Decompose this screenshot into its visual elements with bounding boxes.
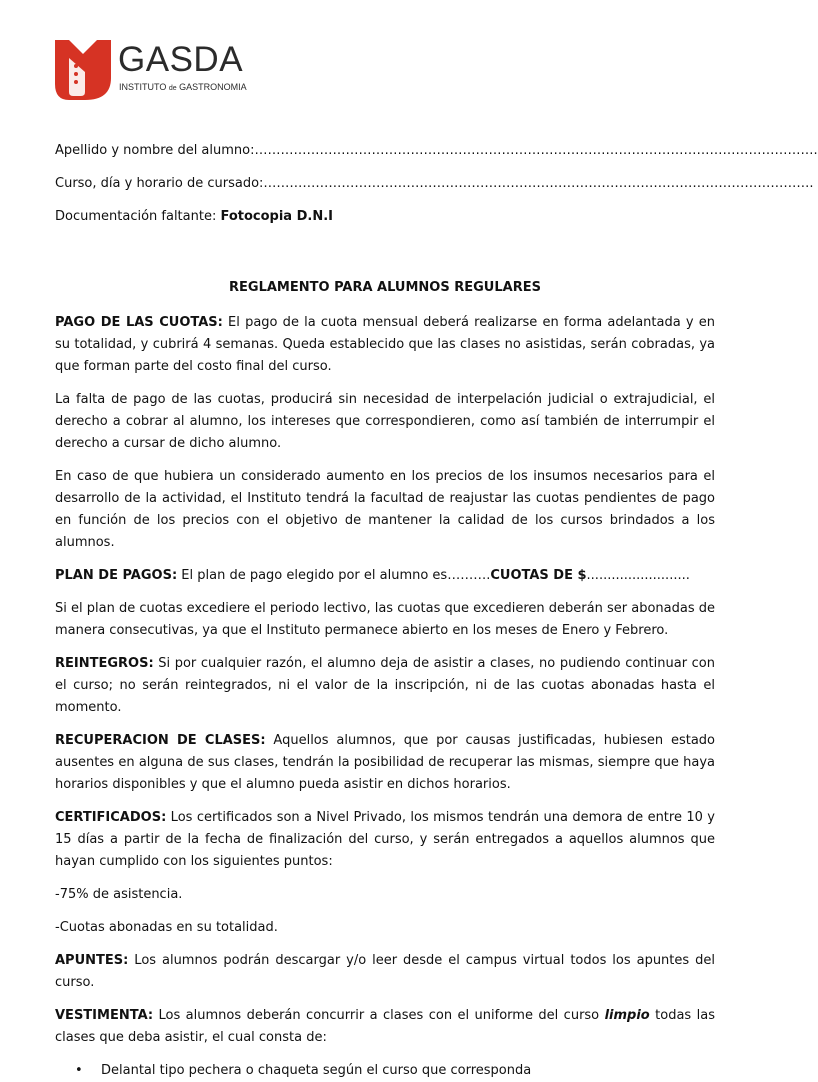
section-class-recovery: RECUPERACION DE CLASES: Aquellos alumnos, que por causas justificadas, hubiesen estado ausentes en alguna de sus clases, tendrán la posibilidad de recuperar las mismas, siempre que haya horarios disponibles y que el alumno pueda asistir en dichos horarios. bbox=[55, 733, 715, 792]
section-clothing: VESTIMENTA: Los alumnos deberán concurrir a clases con el uniforme del curso limpio todas las clases que deba asistir, el cual consta de: bbox=[55, 1008, 715, 1045]
certificate-point-attendance: -75% de asistencia. bbox=[55, 887, 183, 902]
student-name-field: Apellido y nombre del alumno:…………………………………………………………………………………………………………………. bbox=[55, 143, 818, 158]
section-certificates: CERTIFICADOS: Los certificados son a Nivel Privado, los mismos tendrán una demora de entre 10 y 15 días a partir de la fecha de finalización del curso, y serán entregados a aquellos alumnos que hayan cumplido con los siguientes puntos: bbox=[55, 810, 715, 869]
brand-tagline: INSTITUTO de GASTRONOMIA bbox=[119, 82, 247, 92]
clothing-item: • Delantal tipo pechera o chaqueta según el curso que corresponda bbox=[55, 1060, 715, 1082]
document-body bbox=[55, 140, 818, 1082]
section-refunds: REINTEGROS: Si por cualquier razón, el alumno deja de asistir a clases, no pudiendo continuar con el curso; no serán reintegrados, ni el valor de la inscripción, ni de las cuotas abonadas hasta el momento. bbox=[55, 656, 715, 715]
brand-name: GASDA bbox=[118, 40, 244, 79]
regulation-title: REGLAMENTO PARA ALUMNOS REGULARES bbox=[229, 280, 541, 295]
missing-docs-field: Documentación faltante: Fotocopia D.N.I bbox=[55, 209, 333, 224]
course-schedule-field: Curso, día y horario de cursado:………………………………………………………………………………………………………………. bbox=[55, 176, 814, 191]
missing-docs-value: Fotocopia D.N.I bbox=[220, 209, 333, 224]
section-exceeding-plan: Si el plan de cuotas excediere el periodo lectivo, las cuotas que excedieren deberán ser abonadas de manera consecutivas, ya que el Instituto permanece abierto en los meses de Enero y Febrero. bbox=[55, 601, 715, 638]
section-notes: APUNTES: Los alumnos podrán descargar y/o leer desde el campus virtual todos los apuntes del curso. bbox=[55, 953, 715, 990]
certificate-point-fees: -Cuotas abonadas en su totalidad. bbox=[55, 920, 278, 935]
clothing-list bbox=[55, 1060, 715, 1082]
section-price-increase: En caso de que hubiera un considerado aumento en los precios de los insumos necesarios para el desarrollo de la actividad, el Instituto tendrá la facultad de reajustar las cuotas pendientes de pago en función de los precios con el objetivo de mantener la calidad de los cursos brindados a los alumnos. bbox=[55, 469, 715, 550]
section-payment: PAGO DE LAS CUOTAS: El pago de la cuota mensual deberá realizarse en forma adelantada y en su totalidad, y cubrirá 4 semanas. Queda establecido que las clases no asistidas, serán cobradas, ya que forman parte del costo final del curso. bbox=[55, 315, 716, 374]
gasda-logo bbox=[55, 38, 255, 102]
gasda-logo-icon bbox=[55, 38, 111, 100]
section-late-payment: La falta de pago de las cuotas, producirá sin necesidad de interpelación judicial o extrajudicial, el derecho a cobrar al alumno, los intereses que correspondieren, como así también de interrumpir el derecho a cursar de dicho alumno. bbox=[55, 392, 715, 451]
section-payment-plan: PLAN DE PAGOS: El plan de pago elegido por el alumno es……….CUOTAS DE $......................... bbox=[55, 568, 690, 583]
